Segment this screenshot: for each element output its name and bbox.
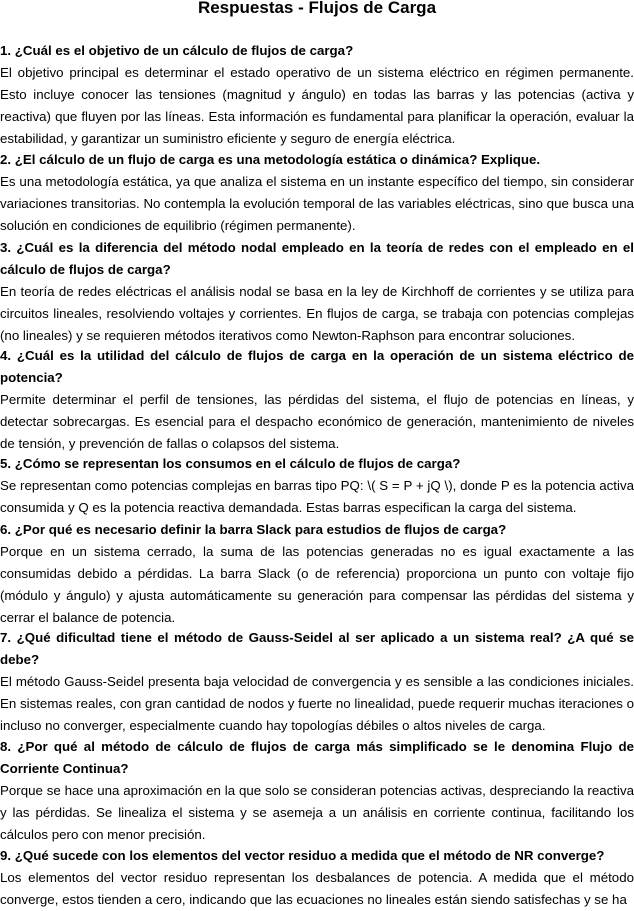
answer-2: Es una metodología estática, ya que analiza el sistema en un instante específico del tiempo, sin considerar variaciones transitorias. No contempla la evolución temporal de las variables eléctricas, sino que busca una solución en condiciones de equilibrio (régimen permanente). xyxy=(0,174,634,233)
question-6: 6. ¿Por qué es necesario definir la barra Slack para estudios de flujos de carga? xyxy=(0,522,507,537)
qa-item-9 xyxy=(0,845,634,911)
question-4: 4. ¿Cuál es la utilidad del cálculo de flujos de carga en la operación de un sistema eléctrico de potencia? xyxy=(0,348,634,385)
qa-item-4 xyxy=(0,345,634,455)
question-1: 1. ¿Cuál es el objetivo de un cálculo de flujos de carga? xyxy=(0,43,354,58)
qa-item-5 xyxy=(0,453,634,519)
question-3: 3. ¿Cuál es la diferencia del método nodal empleado en la teoría de redes con el empleado en el cálculo de flujos de carga? xyxy=(0,240,634,277)
answer-5: Se representan como potencias complejas en barras tipo PQ: \( S = P + jQ \), donde P es la potencia activa consumida y Q es la potencia reactiva demandada. Estas barras especifican la carga del sistema. xyxy=(0,478,634,515)
qa-item-3 xyxy=(0,237,634,347)
answer-3: En teoría de redes eléctricas el análisis nodal se basa en la ley de Kirchhoff de corrientes y se utiliza para circuitos lineales, resolviendo voltajes y corrientes. En flujos de carga, se trabaja con potencias complejas (no lineales) y se requieren métodos iterativos como Newton-Raphson para encontrar soluciones. xyxy=(0,284,634,343)
answer-4: Permite determinar el perfil de tensiones, las pérdidas del sistema, el flujo de potencias en líneas, y detectar sobrecargas. Es esencial para el despacho económico de generación, mantenimiento de niveles de tensión, y prevención de fallas o colapsos del sistema. xyxy=(0,392,634,451)
qa-item-6 xyxy=(0,519,634,629)
qa-item-7 xyxy=(0,627,634,737)
question-2: 2. ¿El cálculo de un flujo de carga es una metodología estática o dinámica? Explique. xyxy=(0,152,541,167)
document-title: Respuestas - Flujos de Carga xyxy=(197,0,437,17)
answer-1: El objetivo principal es determinar el estado operativo de un sistema eléctrico en régimen permanente. Esto incluye conocer las tensiones (magnitud y ángulo) en todas las barras y las potencias (activa y reactiva) que fluyen por las líneas. Esta información es fundamental para planificar la operación, evaluar la estabilidad, y garantizar un suministro eficiente y seguro de energía eléctrica. xyxy=(0,65,634,146)
answer-6: Porque en un sistema cerrado, la suma de las potencias generadas no es igual exactamente a las consumidas debido a pérdidas. La barra Slack (o de referencia) proporciona un punto con voltaje fijo (módulo y ángulo) y ajusta automáticamente su generación para compensar las pérdidas del sistema y cerrar el balance de potencia. xyxy=(0,544,634,625)
question-5: 5. ¿Cómo se representan los consumos en el cálculo de flujos de carga? xyxy=(0,456,461,471)
qa-item-2 xyxy=(0,149,634,237)
qa-item-1 xyxy=(0,40,634,150)
answer-7: El método Gauss-Seidel presenta baja velocidad de convergencia y es sensible a las condiciones iniciales. En sistemas reales, con gran cantidad de nodos y fuerte no linealidad, puede requerir muchas iteraciones o incluso no converger, especialmente cuando hay topologías débiles o altos niveles de carga. xyxy=(0,674,634,733)
qa-item-8 xyxy=(0,736,634,846)
question-8: 8. ¿Por qué al método de cálculo de flujos de carga más simplificado se le denomina Flujo de Corriente Continua? xyxy=(0,739,634,776)
answer-9: Los elementos del vector residuo representan los desbalances de potencia. A medida que el método converge, estos tienden a cero, indicando que las ecuaciones no lineales están siendo satisfechas y se ha xyxy=(0,870,634,907)
answer-8: Porque se hace una aproximación en la que solo se consideran potencias activas, despreciando la reactiva y las pérdidas. Se linealiza el sistema y se asemeja a un análisis en corriente continua, facilitando los cálculos pero con menor precisión. xyxy=(0,783,634,842)
question-9: 9. ¿Qué sucede con los elementos del vector residuo a medida que el método de NR converge? xyxy=(0,848,605,863)
question-7: 7. ¿Qué dificultad tiene el método de Gauss-Seidel al ser aplicado a un sistema real? ¿A qué se debe? xyxy=(0,630,634,667)
